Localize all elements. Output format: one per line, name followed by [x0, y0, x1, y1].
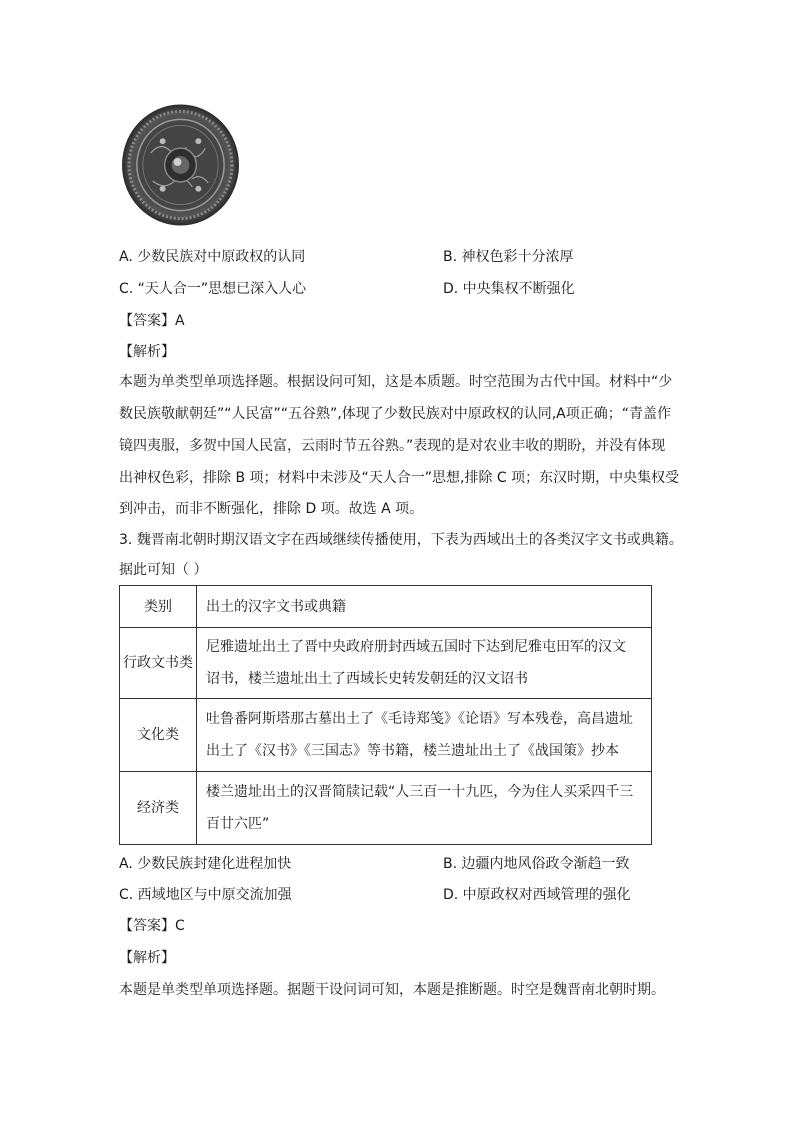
table-cell-line: 出土了《汉书》《三国志》等书籍，楼兰遗址出土了《战国策》抄本 — [206, 743, 619, 759]
q3-stem-prompt: 据此可知（ ） — [119, 562, 208, 578]
q2-analysis-line: 数民族敬献朝廷”“人民富”“五谷熟”,体现了少数民族对中原政权的认同,A项正确；“青盖作 — [119, 406, 671, 422]
table-cell-category: 经济类 — [120, 772, 197, 845]
q2-analysis-line: 到冲击，而非不断强化，排除 D 项。故选 A 项。 — [119, 501, 424, 517]
table-cell-documents — [197, 699, 652, 772]
q3-answer: 【答案】C — [119, 918, 185, 934]
table-cell-line: 诏书，楼兰遗址出土了西域长史转发朝廷的汉文诏书 — [206, 671, 528, 687]
q2-answer: 【答案】A — [119, 313, 185, 329]
table-header-documents: 出土的汉字文书或典籍 — [197, 586, 652, 628]
q2-option-d: D. 中央集权不断强化 — [443, 281, 575, 297]
table-cell-line: 楼兰遗址出土的汉晋简牍记载“人三百一十九匹，今为住人买采四千三 — [206, 784, 634, 800]
table-header-category: 类别 — [120, 586, 197, 628]
q2-option-c: C. “天人合一”思想已深入人心 — [119, 281, 307, 297]
q2-analysis-heading: 【解析】 — [119, 344, 175, 360]
q2-option-b: B. 神权色彩十分浓厚 — [443, 249, 574, 265]
table-cell-line: 尼雅遗址出土了晋中央政府册封西域五国时下达到尼雅屯田军的汉文 — [206, 639, 626, 655]
q3-option-a: A. 少数民族封建化进程加快 — [119, 856, 292, 872]
table-row — [120, 772, 652, 845]
table-cell-line: 百廿六匹” — [206, 816, 270, 832]
table-header-row — [120, 586, 652, 628]
bronze-mirror-image — [121, 103, 240, 227]
q3-source-table — [119, 585, 652, 845]
q3-stem: 3. 魏晋南北朝时期汉语文字在西域继续传播使用，下表为西域出土的各类汉字文书或典籍。 — [119, 532, 683, 548]
table-cell-category: 行政文书类 — [120, 628, 197, 699]
q3-option-c: C. 西域地区与中原交流加强 — [119, 887, 292, 903]
q2-analysis-line: 本题为单类型单项选择题。根据设问可知，这是本质题。时空范围为古代中国。材料中“少 — [119, 374, 673, 390]
q3-option-d: D. 中原政权对西域管理的强化 — [443, 887, 631, 903]
table-row — [120, 699, 652, 772]
table-cell-category: 文化类 — [120, 699, 197, 772]
table-row — [120, 628, 652, 699]
q2-option-a: A. 少数民族对中原政权的认同 — [119, 249, 306, 265]
q3-option-b: B. 边疆内地风俗政令渐趋一致 — [443, 856, 630, 872]
q2-analysis-line: 出神权色彩，排除 B 项；材料中未涉及“天人合一”思想,排除 C 项；东汉时期，中央集权受 — [119, 470, 680, 486]
q2-analysis-line: 镜四夷服，多贺中国人民富，云雨时节五谷熟。”表现的是对农业丰收的期盼，并没有体现 — [119, 438, 666, 454]
q3-analysis-line: 本题是单类型单项选择题。据题干设问词可知，本题是推断题。时空是魏晋南北朝时期。 — [119, 982, 665, 998]
table-cell-documents — [197, 628, 652, 699]
q3-analysis-heading: 【解析】 — [119, 950, 175, 966]
table-cell-documents — [197, 772, 652, 845]
table-cell-line: 吐鲁番阿斯塔那古墓出土了《毛诗郑笺》《论语》写本残卷，高昌遗址 — [206, 711, 633, 727]
